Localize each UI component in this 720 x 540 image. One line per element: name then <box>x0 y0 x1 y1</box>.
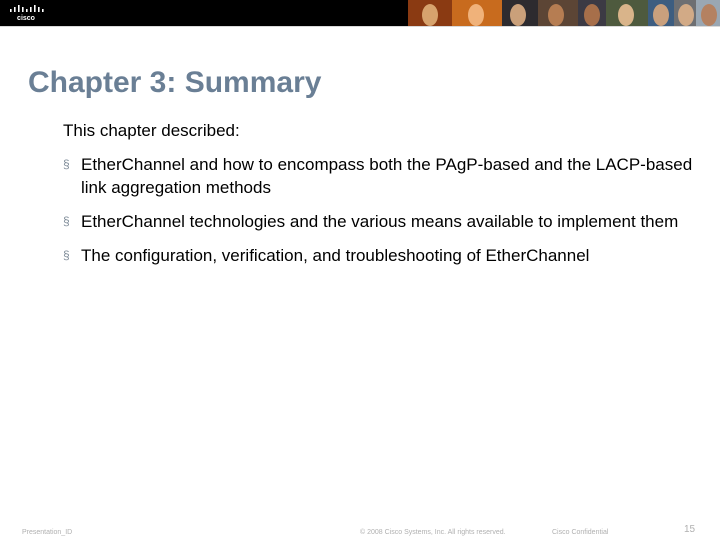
face-shape <box>678 4 694 26</box>
footer-presentation-id: Presentation_ID <box>22 529 73 536</box>
footer-copyright: © 2008 Cisco Systems, Inc. All rights reserved. <box>360 529 506 536</box>
footer-confidential: Cisco Confidential <box>552 529 609 536</box>
face-shape <box>701 4 717 26</box>
bullet-text: The configuration, verification, and troubleshooting of EtherChannel <box>81 246 590 265</box>
header-photo <box>502 0 538 26</box>
header-photo <box>408 0 452 26</box>
face-shape <box>618 4 634 26</box>
bullet-item <box>63 153 703 199</box>
banner-divider <box>0 26 720 27</box>
header-photo <box>452 0 502 26</box>
bullet-text: EtherChannel technologies and the various means available to implement them <box>81 212 679 231</box>
cisco-logo <box>8 4 44 22</box>
header-photo <box>674 0 696 26</box>
face-shape <box>548 4 564 26</box>
header-photo <box>696 0 720 26</box>
face-shape <box>584 4 600 26</box>
bullet-marker-icon: § <box>63 248 70 262</box>
face-shape <box>510 4 526 26</box>
bullet-list <box>63 153 703 278</box>
header-photo <box>578 0 606 26</box>
face-shape <box>422 4 438 26</box>
bullet-item <box>63 210 703 233</box>
header-photo <box>606 0 648 26</box>
face-shape <box>653 4 669 26</box>
bullet-marker-icon: § <box>63 157 70 171</box>
bullet-item <box>63 244 703 267</box>
face-shape <box>468 4 484 26</box>
header-photo <box>538 0 578 26</box>
bullet-marker-icon: § <box>63 214 70 228</box>
photo-strip <box>408 0 720 26</box>
bullet-text: EtherChannel and how to encompass both the PAgP-based and the LACP-based link aggregation methods <box>81 155 693 197</box>
header-photo <box>648 0 674 26</box>
slide-title: Chapter 3: Summary <box>28 66 322 99</box>
page-number: 15 <box>684 524 696 535</box>
logo-text: cisco <box>17 15 35 22</box>
header-banner <box>0 0 720 26</box>
slide-intro: This chapter described: <box>63 121 240 140</box>
